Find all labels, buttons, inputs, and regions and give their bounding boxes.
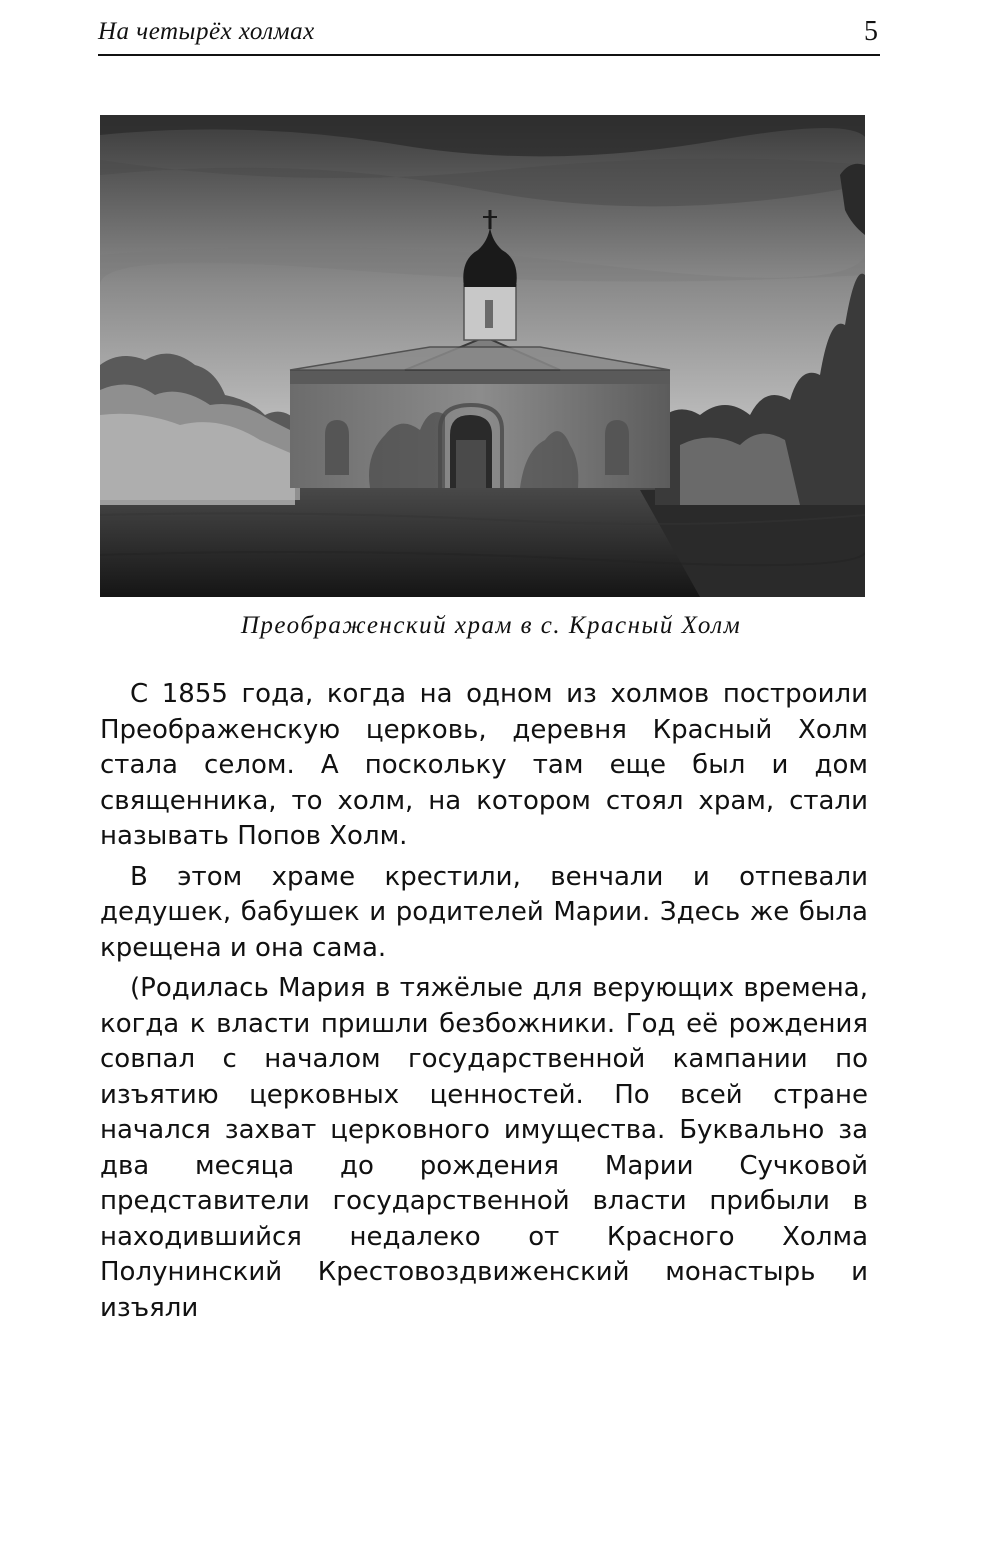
church-photo [100,115,865,597]
running-header [98,14,880,56]
paragraph-3: (Родилась Мария в тяжёлые для верующих времена, когда к власти пришли безбожники. Год её рождения совпал с началом государственной кампании по изъятию церковных ценностей. По всей стране начался захват церковного имущества. Буквально за два месяца до рождения Марии Сучковой представители государственной власти прибыли в находившийся недалеко от Красного Холма Полунинский Крестовоздвиженский монастырь и изъяли [100,973,868,1323]
paragraph-2: В этом храме крестили, венчали и отпевали дедушек, бабушек и родителей Марии. Здесь же была крещена и она сама. [100,861,868,963]
page-number: 5 [864,16,878,47]
body-text [100,677,868,1331]
paragraph-1: С 1855 года, когда на одном из холмов построили Преображенскую церковь, деревня Красный Холм стала селом. А поскольку там еще был и дом священника, то холм, на котором стоял храм, стали называть Попов Холм. [100,679,868,851]
running-title: На четырёх холмах [98,18,315,45]
figure-caption: Преображенский храм в с. Красный Холм [240,612,742,639]
